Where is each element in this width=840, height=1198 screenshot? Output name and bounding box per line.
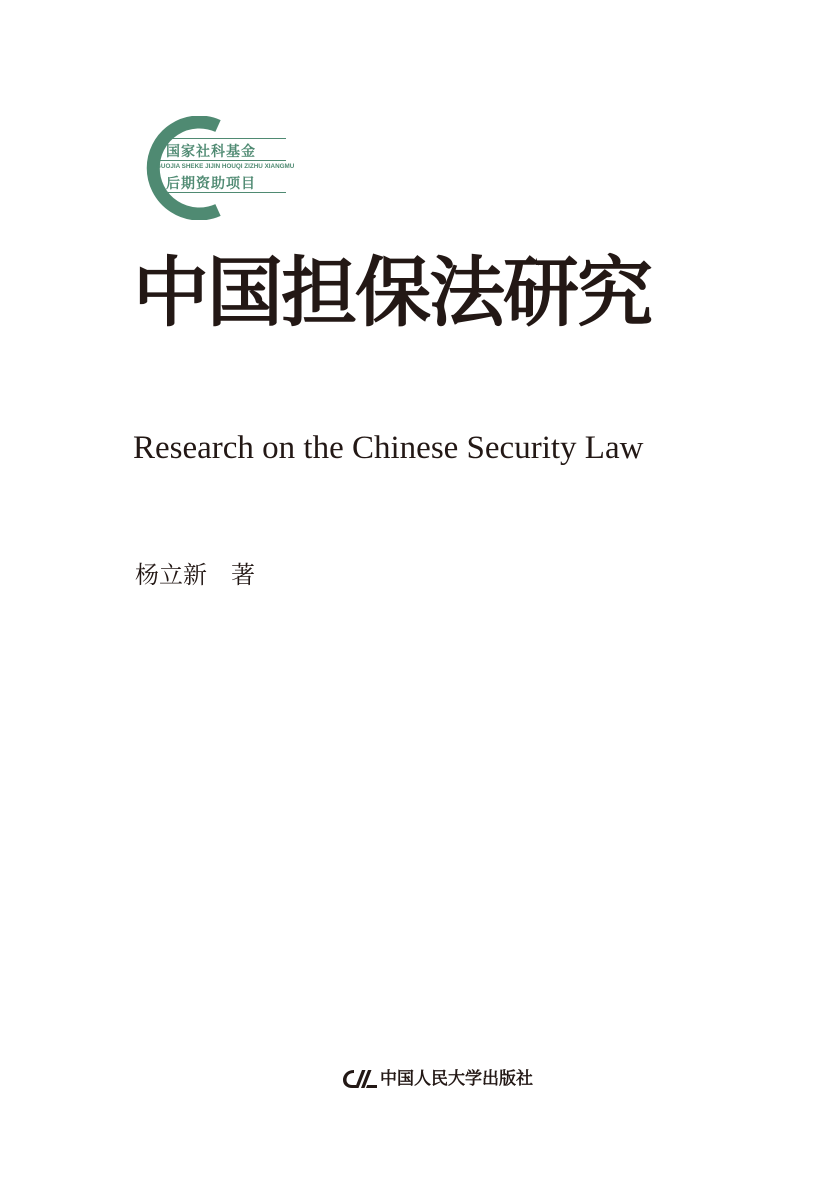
author-name: 杨立新 xyxy=(135,561,207,589)
badge-bottom-rule xyxy=(160,192,286,193)
badge-line1: 国家社科基金 xyxy=(166,144,256,160)
publisher-name: 中国人民大学出版社 xyxy=(380,1069,533,1089)
author-role: 著 xyxy=(231,561,255,589)
author-line xyxy=(135,563,255,587)
book-title-chinese: 中国担保法研究 xyxy=(133,248,651,337)
publisher-logo-icon xyxy=(342,1068,378,1090)
badge-top-rule xyxy=(160,138,286,139)
badge-line3: 后期资助项目 xyxy=(166,176,256,192)
badge-mid-rule xyxy=(160,160,286,161)
book-title-english: Research on the Chinese Security Law xyxy=(133,430,644,466)
funding-badge xyxy=(130,116,295,220)
badge-line2: GUOJIA SHEKE JIJIN HOUQI ZIZHU XIANGMU xyxy=(156,163,295,170)
